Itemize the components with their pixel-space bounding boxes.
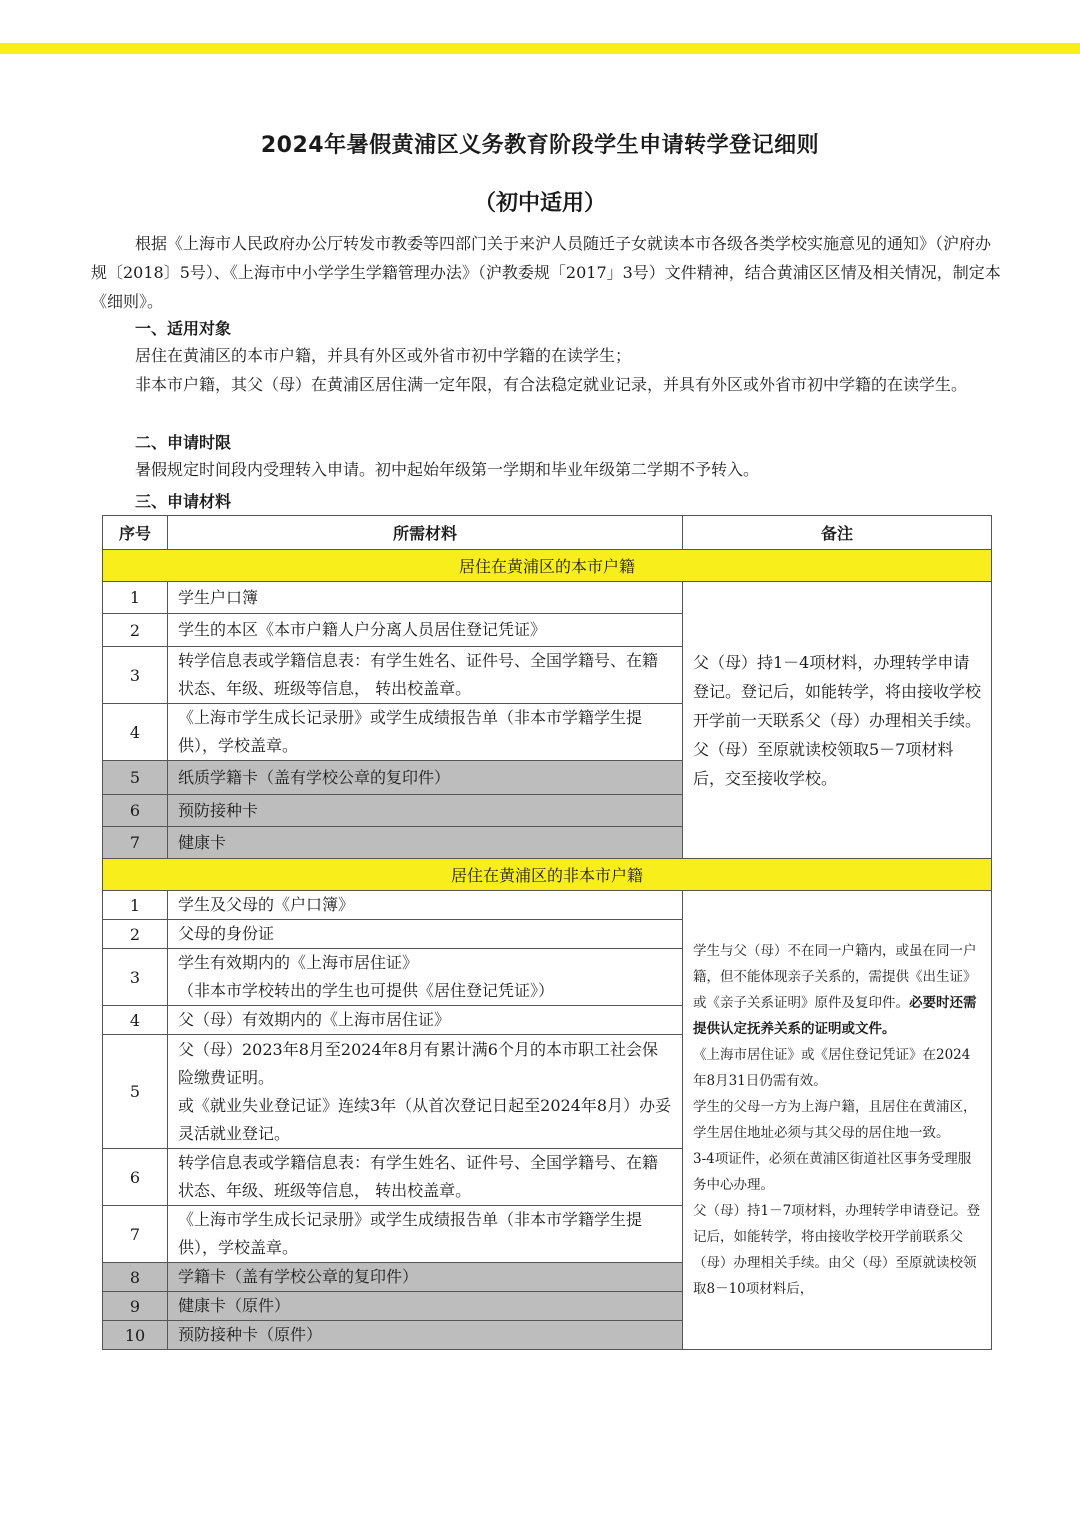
material-line: （非本市学校转出的学生也可提供《居住登记凭证》） bbox=[178, 981, 555, 1000]
row-material: 学籍卡（盖有学校公章的复印件） bbox=[168, 1263, 683, 1292]
scope-paragraph-1: 居住在黄浦区的本市户籍，并具有外区或外省市初中学籍的在读学生； bbox=[135, 346, 632, 365]
section-heading-scope: 一、适用对象 bbox=[135, 319, 232, 338]
row-no: 6 bbox=[103, 1149, 168, 1206]
note-paragraph: 3-4项证件，必须在黄浦区街道社区事务受理服务中心办理。 bbox=[693, 1151, 972, 1193]
top-accent-bar bbox=[0, 43, 1080, 54]
table-row bbox=[103, 582, 992, 614]
header-no: 序号 bbox=[103, 516, 168, 550]
section-heading-materials: 三、申请材料 bbox=[135, 492, 232, 511]
row-no: 3 bbox=[103, 647, 168, 704]
row-no: 7 bbox=[103, 1206, 168, 1263]
row-material bbox=[168, 949, 683, 1006]
row-material: 学生户口簿 bbox=[168, 582, 683, 614]
row-material: 预防接种卡 bbox=[168, 795, 683, 827]
note-text-bold: 必要时还需提供认定抚养关系的证明或文件。 bbox=[693, 995, 977, 1037]
group2-note bbox=[683, 891, 992, 1350]
row-material: 父母的身份证 bbox=[168, 920, 683, 949]
row-no: 3 bbox=[103, 949, 168, 1006]
materials-table bbox=[102, 515, 992, 1350]
row-material: 学生及父母的《户口簿》 bbox=[168, 891, 683, 920]
page-subtitle: （初中适用） bbox=[473, 191, 606, 216]
note-paragraph: 学生的父母一方为上海户籍，且居住在黄浦区，学生居住地址必须与其父母的居住地一致。 bbox=[693, 1099, 977, 1141]
note-paragraph: 《上海市居住证》或《居住登记凭证》在2024年8月31日仍需有效。 bbox=[693, 1047, 971, 1089]
row-material: 转学信息表或学籍信息表：有学生姓名、证件号、全国学籍号、在籍状态、年级、班级等信息， 转出校盖章。 bbox=[168, 1149, 683, 1206]
row-material: 《上海市学生成长记录册》或学生成绩报告单（非本市学籍学生提供），学校盖章。 bbox=[168, 704, 683, 761]
row-no: 10 bbox=[103, 1321, 168, 1350]
note-paragraph: 父（母）持1－7项材料，办理转学申请登记。登记后，如能转学，将由接收学校开学前联系父（母）办理相关手续。由父（母）至原就读校领取8－10项材料后， bbox=[693, 1203, 981, 1297]
row-material: 学生的本区《本市户籍人户分离人员居住登记凭证》 bbox=[168, 614, 683, 647]
material-line: 学生有效期内的《上海市居住证》 bbox=[178, 953, 419, 972]
row-no: 8 bbox=[103, 1263, 168, 1292]
material-line: 或《就业失业登记证》连续3年（从首次登记日起至2024年8月）办妥灵活就业登记。 bbox=[178, 1095, 672, 1143]
row-no: 9 bbox=[103, 1292, 168, 1321]
row-no: 2 bbox=[103, 614, 168, 647]
row-no: 1 bbox=[103, 582, 168, 614]
group-label: 居住在黄浦区的非本市户籍 bbox=[103, 859, 992, 891]
row-no: 4 bbox=[103, 704, 168, 761]
material-line: 父（母）2023年8月至2024年8月有累计满6个月的本市职工社会保险缴费证明。 bbox=[178, 1039, 658, 1087]
intro-paragraph: 根据《上海市人民政府办公厅转发市教委等四部门关于来沪人员随迁子女就读本市各级各类学校实施意见的通知》（沪府办规〔2018〕5号）、《上海市中小学学生学籍管理办法》（沪教委规「2017」3号）文件精神，结合黄浦区区情及相关情况，制定本《细则》。 bbox=[91, 234, 1001, 311]
row-material: 《上海市学生成长记录册》或学生成绩报告单（非本市学籍学生提供），学校盖章。 bbox=[168, 1206, 683, 1263]
row-no: 1 bbox=[103, 891, 168, 920]
table-row bbox=[103, 891, 992, 920]
row-material: 转学信息表或学籍信息表：有学生姓名、证件号、全国学籍号、在籍状态、年级、班级等信息， 转出校盖章。 bbox=[168, 647, 683, 704]
row-material: 预防接种卡（原件） bbox=[168, 1321, 683, 1350]
note-paragraph: 父（母）持1－4项材料，办理转学申请登记。登记后，如能转学，将由接收学校开学前一天联系父（母）办理相关手续。 bbox=[693, 652, 982, 730]
group1-note bbox=[683, 582, 992, 859]
row-material: 纸质学籍卡（盖有学校公章的复印件） bbox=[168, 761, 683, 795]
row-no: 6 bbox=[103, 795, 168, 827]
row-no: 5 bbox=[103, 1035, 168, 1149]
group-row-nonlocal bbox=[103, 859, 992, 891]
page-title: 2024年暑假黄浦区义务教育阶段学生申请转学登记细则 bbox=[260, 133, 820, 158]
section-heading-timing: 二、申请时限 bbox=[135, 433, 232, 452]
note-text: 学生与父（母）不在同一户籍内，或虽在同一户籍，但不能体现亲子关系的，需提供《出生证》或《亲子关系证明》原件及复印件。 bbox=[693, 943, 977, 1011]
note-paragraph: 父（母）至原就读校领取5－7项材料后，交至接收学校。 bbox=[693, 739, 954, 788]
header-note: 备注 bbox=[683, 516, 992, 550]
table-header-row bbox=[103, 516, 992, 550]
note-paragraph bbox=[693, 938, 981, 1042]
row-material: 健康卡（原件） bbox=[168, 1292, 683, 1321]
row-no: 2 bbox=[103, 920, 168, 949]
row-material: 父（母）有效期内的《上海市居住证》 bbox=[168, 1006, 683, 1035]
timing-paragraph: 暑假规定时间段内受理转入申请。初中起始年级第一学期和毕业年级第二学期不予转入。 bbox=[135, 460, 760, 479]
row-no: 5 bbox=[103, 761, 168, 795]
row-material bbox=[168, 1035, 683, 1149]
group-row-local bbox=[103, 550, 992, 582]
header-material: 所需材料 bbox=[168, 516, 683, 550]
row-no: 7 bbox=[103, 827, 168, 859]
row-no: 4 bbox=[103, 1006, 168, 1035]
row-material: 健康卡 bbox=[168, 827, 683, 859]
group-label: 居住在黄浦区的本市户籍 bbox=[103, 550, 992, 582]
scope-paragraph-2: 非本市户籍，其父（母）在黄浦区居住满一定年限，有合法稳定就业记录，并具有外区或外省市初中学籍的在读学生。 bbox=[135, 375, 968, 394]
